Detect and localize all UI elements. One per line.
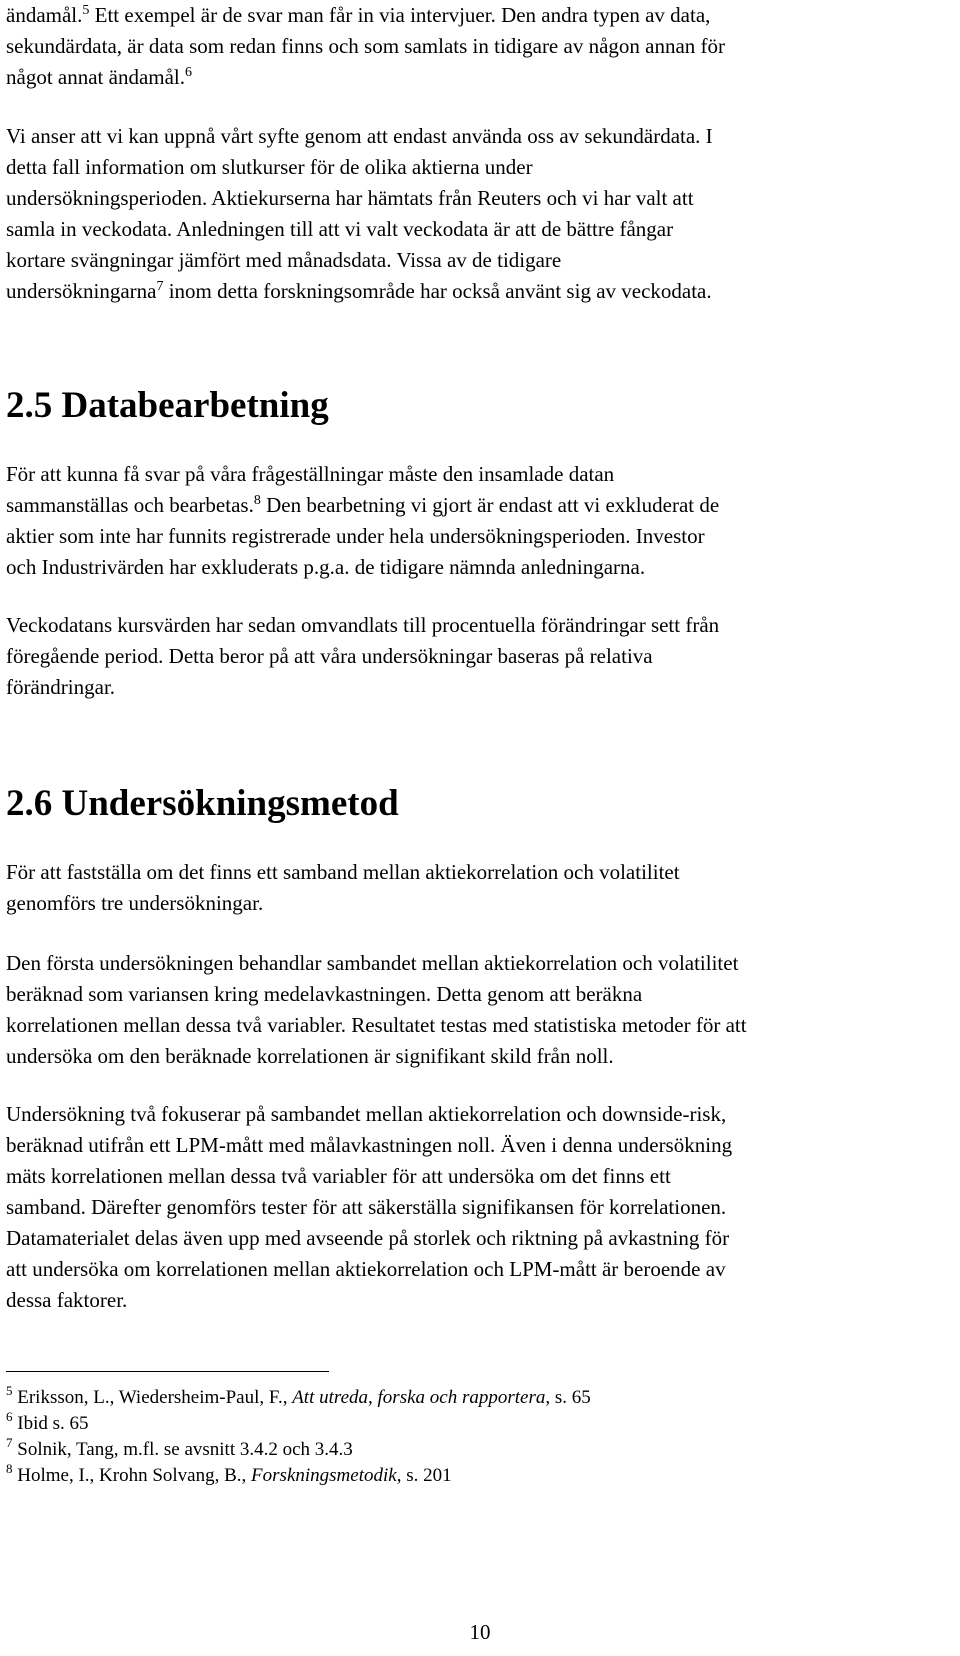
footnote-separator bbox=[6, 1371, 329, 1372]
footnote-7: $^7$ Solnik, Tang, m.fl. se avsnitt 3.4.2 och 3.4.3 bbox=[6, 1435, 353, 1460]
footnote-book-title: Att utreda, forska och rapportera bbox=[292, 1387, 546, 1408]
footnote-ref-5[interactable]: 5 bbox=[82, 3, 90, 18]
footnote-8: $^8$ Holme, I., Krohn Solvang, B., Forskningsmetodik, s. 201 bbox=[6, 1461, 452, 1486]
section-heading-2-5: 2.5 Databearbetning bbox=[6, 385, 329, 426]
section-heading-2-6: 2.6 Undersökningsmetod bbox=[6, 783, 399, 824]
paragraph-databearbetning-1: För att kunna få svar på våra frågeställningar måste den insamlade datan sammanställas och bearbetas.$^8$ Den bearbetning vi gjort är endast att vi exkluderat de aktier som inte har funnits registrerade under hela undersökningsperioden. Investor och Industrivärden har exkluderats p.g.a. de tidigare nämnda anledningarna. bbox=[6, 462, 720, 579]
footnote-5: $^5$ Eriksson, L., Wiedersheim-Paul, F., Att utreda, forska och rapportera, s. 65 bbox=[6, 1383, 591, 1408]
page-number: 10 bbox=[469, 1620, 491, 1644]
paragraph-undersokningsmetod-1: För att fastställa om det finns ett samband mellan aktiekorrelation och volatilitet genomförs tre undersökningar. bbox=[6, 860, 680, 915]
paragraph-primardata-continuation: ändamål.$^5$ Ett exempel är de svar man får in via intervjuer. Den andra typen av data, sekundärdata, är data som redan finns och som samlats in tidigare av någon annan för något annat ändamål.$^6$ bbox=[6, 3, 726, 89]
paragraph-sekundardata: Vi anser att vi kan uppnå vårt syfte genom att endast använda oss av sekundärdata. I detta fall information om slutkurser för de olika aktierna under undersökningsperioden. Aktiekurserna har hämtats från Reuters och vi har valt att samla in veckodata. Anledningen till att vi valt veckodata är att de bättre fångar kortare svängningar jämfört med månadsdata. Vissa av de tidigare undersökningarna$^7$ inom detta forskningsområde har också använt sig av veckodata. bbox=[6, 124, 713, 303]
footnote-ref-7[interactable]: 7 bbox=[156, 279, 164, 294]
footnote-book-title: Forskningsmetodik bbox=[251, 1465, 397, 1486]
paragraph-undersokningsmetod-3: Undersökning två fokuserar på sambandet mellan aktiekorrelation och downside-risk, beräknad utifrån ett LPM-mått med målavkastningen noll. Även i denna undersökning mäts korrelationen mellan dessa två variabler för att undersöka om det finns ett samband. Därefter genomförs tester för att säkerställa signifikansen för korrelationen. Datamaterialet delas även upp med avseende på storlek och riktning på avkastning för att undersöka om korrelationen mellan aktiekorrelation och LPM-mått är beroende av dessa faktorer. bbox=[6, 1102, 733, 1312]
paragraph-undersokningsmetod-2: Den första undersökningen behandlar sambandet mellan aktiekorrelation och volatilitet beräknad som variansen kring medelavkastningen. Detta genom att beräkna korrelationen mellan dessa två variabler. Resultatet testas med statistiska metoder för att undersöka om den beräknade korrelationen är signifikant skild från noll. bbox=[6, 951, 747, 1068]
footnote-ref-6[interactable]: 6 bbox=[185, 65, 193, 80]
footnote-6: $^6$ Ibid s. 65 bbox=[6, 1409, 89, 1434]
footnote-ref-8[interactable]: 8 bbox=[253, 493, 261, 508]
paragraph-databearbetning-2: Veckodatans kursvärden har sedan omvandlats till procentuella förändringar sett från föregående period. Detta beror på att våra undersökningar baseras på relativa förändringar. bbox=[6, 613, 720, 699]
